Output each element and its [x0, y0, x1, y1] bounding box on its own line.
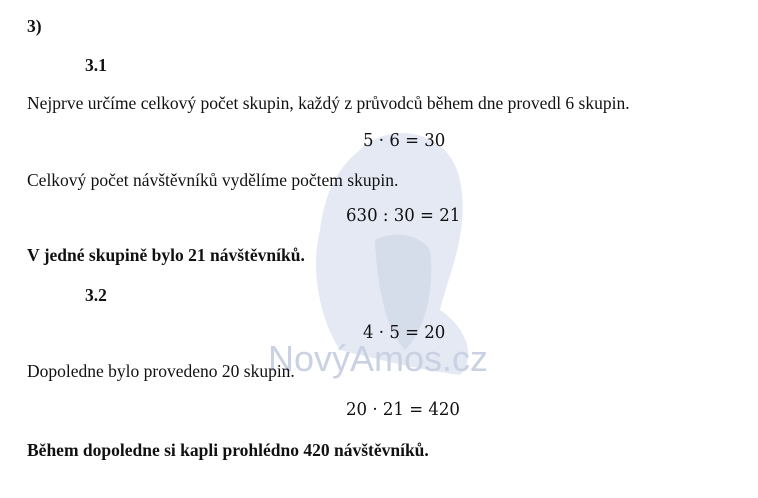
section-heading-3-1: 3.1: [85, 55, 107, 75]
section-heading-3-2: 3.2: [85, 285, 107, 305]
equation: 5 · 6 = 30: [363, 130, 446, 151]
equation: 4 · 5 = 20: [363, 322, 446, 343]
answer: Během dopoledne si kapli prohlédno 420 návštěvníků.: [27, 440, 429, 460]
paragraph: Celkový počet návštěvníků vydělíme počtem skupin.: [27, 170, 399, 190]
equation: 20 · 21 = 420: [346, 399, 460, 420]
watermark-text: NovýAmos.cz: [268, 338, 489, 379]
equation: 630 : 30 = 21: [346, 205, 461, 226]
answer: V jedné skupině bylo 21 návštěvníků.: [27, 245, 305, 265]
problem-number: 3): [27, 16, 42, 36]
paragraph: Nejprve určíme celkový počet skupin, každý z průvodců během dne provedl 6 skupin.: [27, 93, 630, 113]
paragraph: Dopoledne bylo provedeno 20 skupin.: [27, 361, 295, 381]
